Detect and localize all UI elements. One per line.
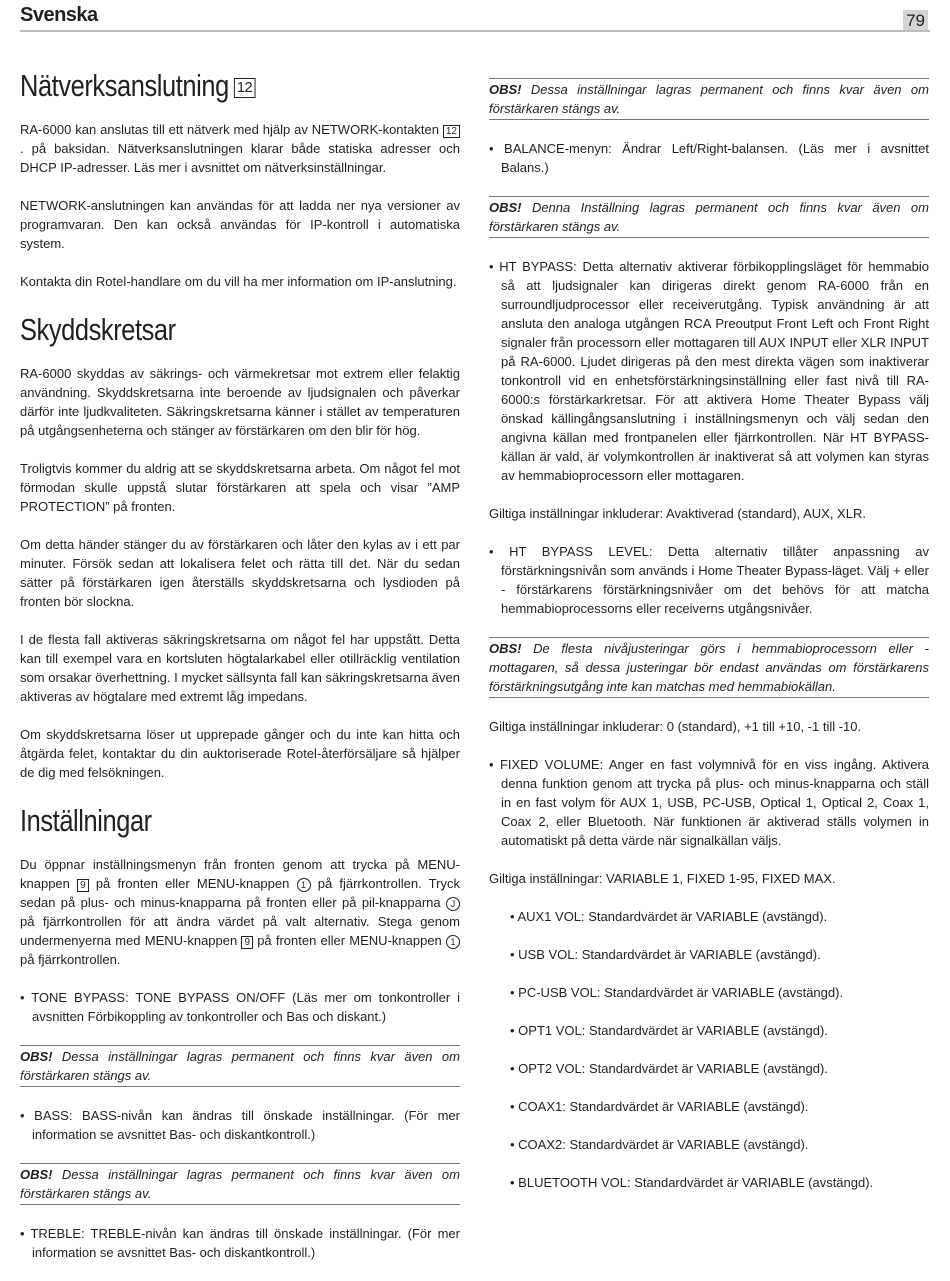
paragraph-network-1: RA-6000 kan anslutas till ett nätverk med hjälp av NETWORK-kontakten 12. på baksidan. Nätverksanslutningen klarar både statiska adresser och DHCP IP-adresser. Läs mer i avsnittet om nätverksinställningar. <box>20 122 460 175</box>
heading-protection: Skyddskretsar <box>20 312 176 347</box>
ref-box-12: 12 <box>443 125 460 138</box>
ref-circle-J: J <box>446 897 460 911</box>
page-header <box>20 4 928 32</box>
note-box: OBS! Dessa inställningar lagras permanent och finns kvar även om förstärkaren stängs av. <box>489 78 929 120</box>
paragraph-network-3: Kontakta din Rotel-handlare om du vill ha mer information om IP-anslutning. <box>20 274 457 289</box>
header-rule <box>20 30 930 32</box>
bullet-bass: • BASS: BASS-nivån kan ändras till önskade inställningar. (För mer information se avsnittet Bas- och diskantkontroll.) <box>20 1108 460 1142</box>
note-box: OBS! Dessa inställningar lagras permanent och finns kvar även om förstärkaren stängs av. <box>20 1163 460 1205</box>
right-column <box>489 78 929 1211</box>
heading-network: Nätverksanslutning 12 <box>20 66 381 106</box>
bullet-ht-bypass: • HT BYPASS: Detta alternativ aktiverar förbikopplingsläget för hemmabio så att ljudsignaler kan dirigeras direkt genom RA-6000 från en surroundljudprocessor eller receiverutgång. Typisk användning är att ansluta den analoga utgången RCA Preoutput Front Left och Front Right signaler från processorn eller mottagaren till AUX INPUT eller XLR INPUT på RA-6000. Ljudet dirigeras på den mest direkta vägen som inaktiverar tonkontroll vid en enhetsförstärkningsinställning eller fast nivå till RA-6000:s förstärkarkretsar. För att aktivera Home Theater Bypass välj önskad källingångsanslutning i inställningsmenyn och välj sedan den angivna källan med frontpanelen eller fjärrkontrollen. När HT BYPASS-källan är vald, är volymkontrollen är inaktiverat så att volymen kan styras av hemmabioprocessorn eller mottagaren. <box>489 259 929 483</box>
paragraph-protection-5: Om skyddskretsarna löser ut upprepade gånger och du inte kan hitta och åtgärda felet, kontaktar du din auktoriserade Rotel-återförsäljare så hjälper de dig med felsökningen. <box>20 727 460 780</box>
ref-circle-1: 1 <box>446 935 460 949</box>
left-column <box>20 60 460 1281</box>
ref-box-12: 12 <box>234 78 255 98</box>
bullet-balance: • BALANCE-menyn: Ändrar Left/Right-balansen. (Läs mer i avsnittet Balans.) <box>489 141 929 175</box>
heading-settings: Inställningar <box>20 803 152 838</box>
paragraph-settings: Du öppnar inställningsmenyn från fronten genom att trycka på MENU-knappen 9 på fronten eller MENU-knappen 1 på fjärrkontrollen. Tryck sedan på plus- och minus-knapparna på fronten eller på pil-knapparna J på fjärrkontrollen för att ändra värdet på valt alternativ. Stega genom undermenyerna med MENU-knappen 9 på fronten eller MENU-knappen 1 på fjärrkontrollen. <box>20 857 460 967</box>
vol-item: • OPT2 VOL: Standardvärdet är VARIABLE (avstängd). <box>510 1061 828 1076</box>
ref-circle-1: 1 <box>297 878 311 892</box>
note-box: OBS! De flesta nivåjusteringar görs i hemmabioprocessorn eller -mottagaren, så dessa justeringar bör endast användas om förstärkarens förstärkningsutgång inte kan matchas med hemmabiokällan. <box>489 637 929 698</box>
language-label: Svenska <box>20 4 98 26</box>
page-number: 79 <box>903 10 928 32</box>
bullet-treble: • TREBLE: TREBLE-nivån kan ändras till önskade inställningar. (För mer information se avsnittet Bas- och diskantkontroll.) <box>20 1226 460 1260</box>
note-box: OBS! Denna Inställning lagras permanent och finns kvar även om förstärkaren stängs av. <box>489 196 929 238</box>
vol-item: • PC-USB VOL: Standardvärdet är VARIABLE (avstängd). <box>510 985 844 1000</box>
ref-box-9: 9 <box>241 936 253 949</box>
ref-box-9: 9 <box>77 879 89 892</box>
vol-item: • USB VOL: Standardvärdet är VARIABLE (avstängd). <box>510 947 821 962</box>
paragraph-protection-3: Om detta händer stänger du av förstärkaren och låter den kylas av i ett par minuter. Försök sedan att lokalisera felet och rätta till det. När du sedan sätter på förstärkaren igen återställs skyddskretsarna och lysdioden på fronten bör slockna. <box>20 537 460 609</box>
note-box: OBS! Dessa inställningar lagras permanent och finns kvar även om förstärkaren stängs av. <box>20 1045 460 1087</box>
bullet-fixed-volume: • FIXED VOLUME: Anger en fast volymnivå för en viss ingång. Aktivera denna funktion genom att trycka på plus- och minus-knapparna och ställ in en fast volym för AUX 1, USB, PC-USB, Optical 1, Optical 2, Coax 1, Coax 2, eller Bluetooth. När funktionen är aktiverad ställs volymen in automatiskt på detta värde när signalkällan väljs. <box>489 757 929 848</box>
bullet-tone-bypass: • TONE BYPASS: TONE BYPASS ON/OFF (Läs mer om tonkontroller i avsnitten Förbikoppling av tonkontroller och Bas och diskant.) <box>20 990 460 1024</box>
paragraph-network-2: NETWORK-anslutningen kan användas för att ladda ner nya versioner av programvaran. Den kan också användas för IP-kontroll i automatiska system. <box>20 198 460 251</box>
vol-item: • COAX2: Standardvärdet är VARIABLE (avstängd). <box>510 1137 809 1152</box>
vol-item: • AUX1 VOL: Standardvärdet är VARIABLE (avstängd). <box>510 909 828 924</box>
vol-item: • OPT1 VOL: Standardvärdet är VARIABLE (avstängd). <box>510 1023 828 1038</box>
paragraph-protection-2: Troligtvis kommer du aldrig att se skyddskretsarna arbeta. Om något fel mot förmodan skulle uppstå slutar förstärkaren att spela och visar ”AMP PROTECTION” på fronten. <box>20 461 460 514</box>
vol-item: • BLUETOOTH VOL: Standardvärdet är VARIABLE (avstängd). <box>510 1175 874 1190</box>
paragraph-protection-4: I de flesta fall aktiveras säkringskretsarna om något fel har uppstått. Detta kan till exempel vara en kortsluten högtalarkabel eller otillräcklig ventilation som orsakar överhettning. I mycket sällsynta fall kan säkringskretsarna även aktiveras av högtalare med extremt låg impedans. <box>20 632 460 704</box>
bullet-ht-bypass-level: • HT BYPASS LEVEL: Detta alternativ tillåter anpassning av förstärkningsnivån som används i Home Theater Bypass-läget. Välj + eller - förstärkarens förstärkningsnivåer om det behövs för att matcha hemmabioprocessorns eller receiverns utgångsnivåer. <box>489 544 929 616</box>
paragraph-valid-1: Giltiga inställningar inkluderar: Avaktiverad (standard), AUX, XLR. <box>489 506 866 521</box>
vol-item: • COAX1: Standardvärdet är VARIABLE (avstängd). <box>510 1099 809 1114</box>
paragraph-valid-3: Giltiga inställningar: VARIABLE 1, FIXED 1-95, FIXED MAX. <box>489 871 836 886</box>
paragraph-valid-2: Giltiga inställningar inkluderar: 0 (standard), +1 till +10, -1 till -10. <box>489 719 862 734</box>
paragraph-protection-1: RA-6000 skyddas av säkrings- och värmekretsar mot extrem eller felaktig användning. Skyddskretsarna inte beroende av ljudsignalen och påverkar därför inte ljudkvaliteten. Säkringskretsarna känner i stället av temperaturen på utgångsenheterna och stänger av förstärkaren om den blir för hög. <box>20 366 460 438</box>
